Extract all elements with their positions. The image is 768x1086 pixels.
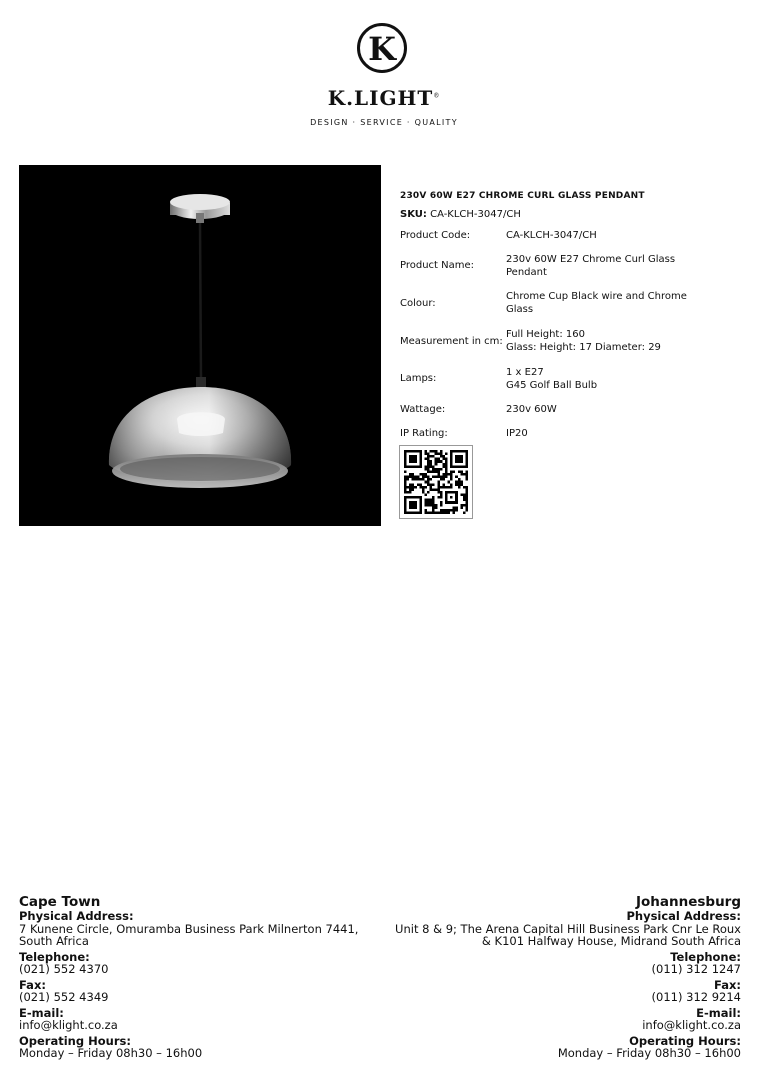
address-line: 7 Kunene Circle, Omuramba Business Park Milnerton 7441, [19,921,359,936]
registered-mark: ® [433,92,441,100]
spec-value [506,328,706,354]
spec-row-product-name [400,247,720,284]
spec-row-wattage [400,397,720,421]
fax-label: Fax: [714,977,741,992]
hours-label: Operating Hours: [629,1033,741,1048]
qr-code [399,445,473,519]
sku-line [400,209,521,220]
tagline: DESIGN · SERVICE · QUALITY [310,118,458,127]
spec-label: IP Rating: [400,427,448,439]
telephone-value: (021) 552 4370 [19,962,109,976]
brand-name-text: K.LIGHT [327,86,434,110]
sku-value: CA-KLCH-3047/CH [430,209,521,220]
spec-value-line: 230v 60W [506,403,557,415]
spec-label: Colour: [400,297,436,309]
email-label: E-mail: [19,1005,64,1020]
spec-label: Measurement in cm: [400,335,503,347]
telephone-label: Telephone: [19,949,90,964]
spec-label: Product Name: [400,260,475,271]
spec-value [506,229,706,242]
spec-value-line: 230v 60W E27 Chrome Curl Glass [506,253,676,265]
spec-value-line: G45 Golf Ball Bulb [506,379,598,391]
hours-value: Monday – Friday 08h30 – 16h00 [557,1046,741,1060]
telephone-label: Telephone: [670,949,741,964]
spec-label: Wattage: [400,403,446,415]
spec-row-product-code [400,223,720,247]
hours-value: Monday – Friday 08h30 – 16h00 [19,1046,203,1060]
city-name: Cape Town [19,894,101,910]
spec-value-line: Glass: Height: 17 Diameter: 29 [506,342,661,353]
hours-label: Operating Hours: [19,1033,131,1048]
spec-label: Lamps: [400,373,437,384]
spec-row-lamps [400,360,720,397]
spec-value [506,253,706,279]
address-line: Unit 8 & 9; The Arena Capital Hill Business Park Cnr Le Roux [395,921,741,936]
spec-value [506,403,706,416]
chrome-pendant-lamp-photo [19,165,381,526]
spec-row-ip-rating [400,421,720,445]
address-label: Physical Address: [19,909,134,923]
fax-label: Fax: [19,977,46,992]
email-value: info@klight.co.za [19,1018,118,1032]
spec-value-line: CA-KLCH-3047/CH [506,229,597,241]
address-line: South Africa [19,934,89,948]
spec-value-line: Pendant [506,266,547,278]
spec-value-line: Full Height: 160 [506,329,585,340]
qr-code-icon [404,450,468,514]
city-name: Johannesburg [635,894,741,910]
spec-value [506,366,706,392]
product-title: 230V 60W E27 CHROME CURL GLASS PENDANT [400,191,645,201]
product-image [19,165,381,526]
address-line: & K101 Halfway House, Midrand South Africa [481,934,741,948]
email-label: E-mail: [696,1005,741,1020]
spec-row-measurement [400,322,720,360]
footer-cape-town [19,895,389,1060]
spec-row-colour [400,284,720,322]
spec-table [400,223,720,445]
footer-johannesburg [371,895,741,1060]
spec-value-line: Chrome Cup Black wire and Chrome [506,291,687,302]
sku-label: SKU: [400,209,427,220]
spec-value [506,427,706,440]
telephone-value: (011) 312 1247 [651,962,741,976]
email-value: info@klight.co.za [642,1018,741,1032]
spec-value-line: 1 x E27 [506,366,544,378]
spec-value-line: Glass [506,304,534,315]
fax-value: (021) 552 4349 [19,990,109,1004]
address-label: Physical Address: [626,909,741,923]
brand-name [0,86,768,110]
spec-value [506,290,706,316]
spec-label: Product Code: [400,229,471,241]
fax-value: (011) 312 9214 [651,990,741,1004]
logo-letter: K [368,30,396,68]
spec-value-line: IP20 [506,427,528,439]
logo-icon [357,23,407,73]
